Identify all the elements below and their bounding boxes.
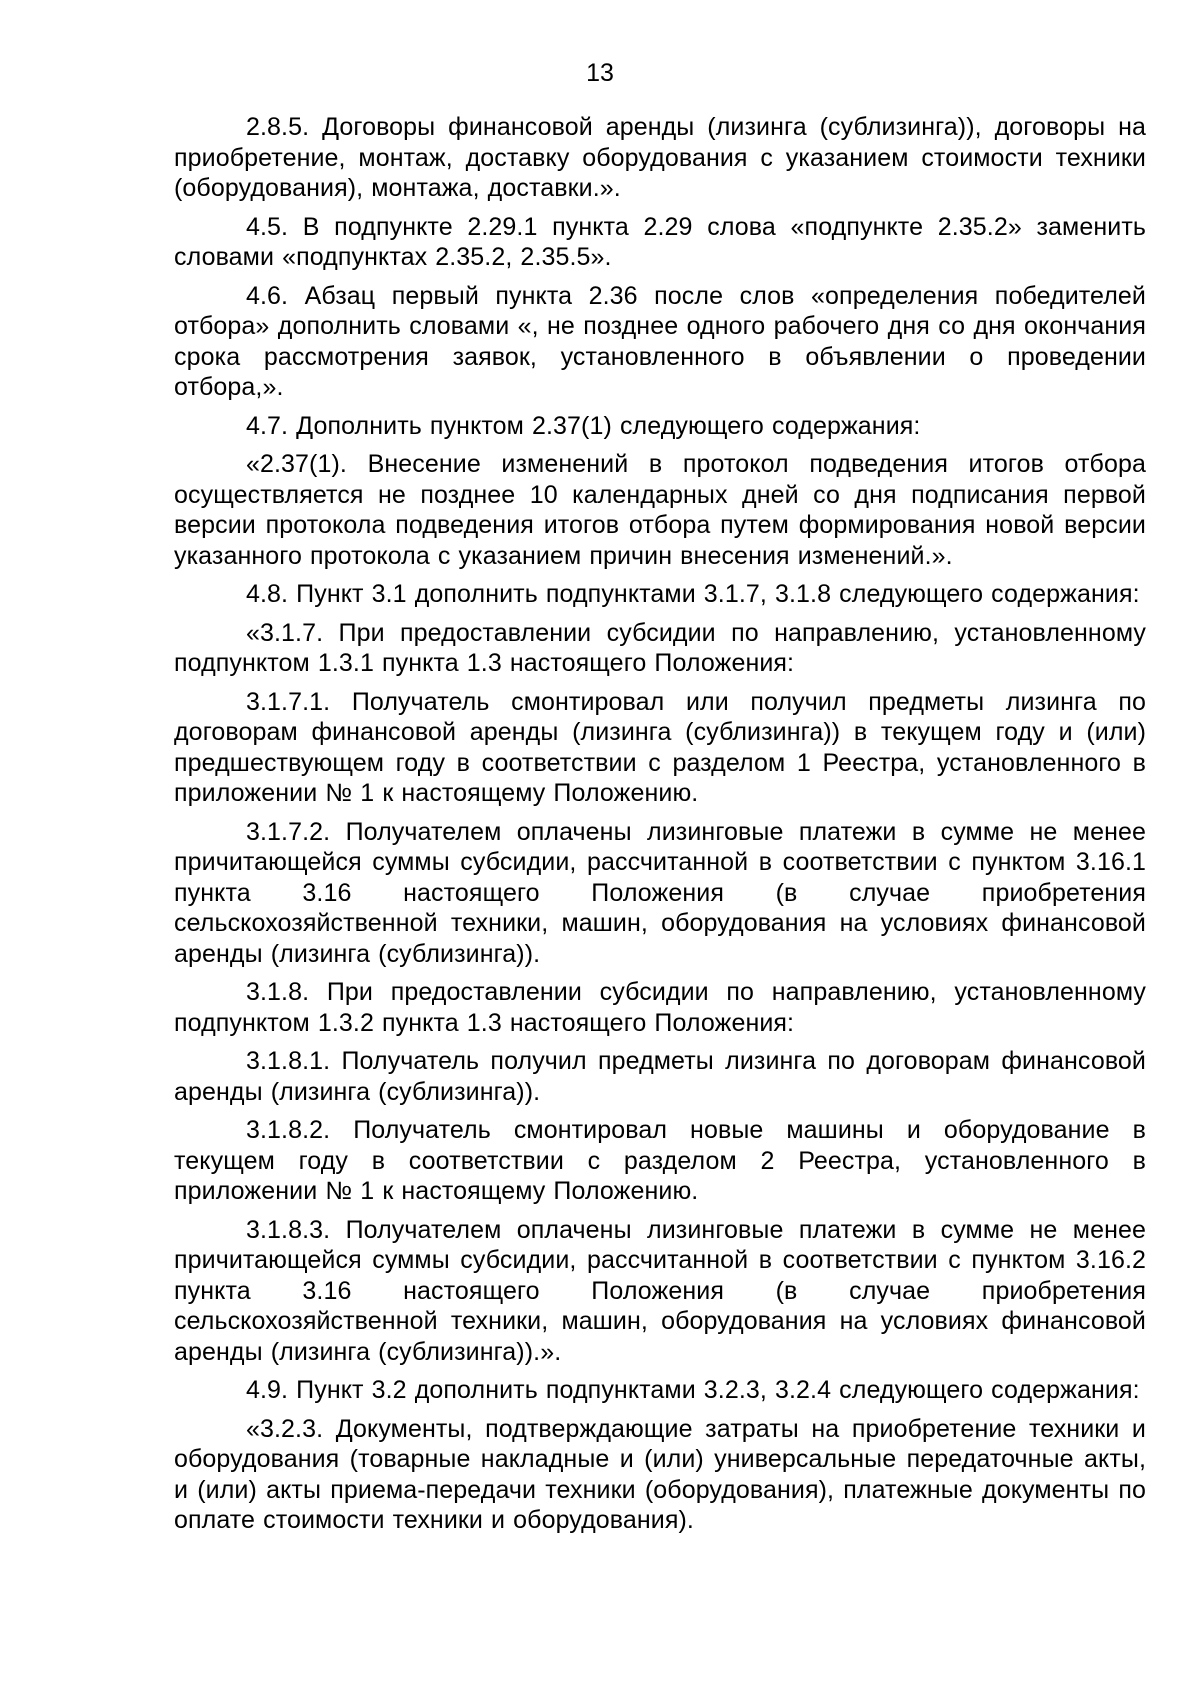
paragraph-4-5: 4.5. В подпункте 2.29.1 пункта 2.29 слова «подпункте 2.35.2» заменить словами «подпунктах 2.35.2, 2.35.5».	[174, 212, 1146, 271]
paragraph-3-1-8-3: 3.1.8.3. Получателем оплачены лизинговые платежи в сумме не менее причитающейся суммы субсидии, рассчитанной в соответствии с пунктом 3.16.2 пункта 3.16 настоящего Положения (в случае приобретения сельскохозяйственной техники, машин, оборудования на условиях финансовой аренды (лизинга (сублизинга)).».	[174, 1215, 1146, 1366]
paragraph-3-2-3: «3.2.3. Документы, подтверждающие затраты на приобретение техники и оборудования (товарные накладные и (или) универсальные передаточные акты, и (или) акты приема-передачи техники (оборудования), платежные документы по оплате стоимости техники и оборудования).	[174, 1414, 1146, 1534]
paragraph-2-8-5: 2.8.5. Договоры финансовой аренды (лизинга (сублизинга)), договоры на приобретение, монтаж, доставку оборудования с указанием стоимости техники (оборудования), монтажа, доставки.».	[174, 113, 1146, 202]
paragraph-4-9: 4.9. Пункт 3.2 дополнить подпунктами 3.2.3, 3.2.4 следующего содержания:	[246, 1376, 1140, 1404]
paragraph-2-37-1: «2.37(1). Внесение изменений в протокол подведения итогов отбора осуществляется не позднее 10 календарных дней со дня подписания первой версии протокола подведения итогов отбора путем формирования новой версии указанного протокола с указанием причин внесения изменений.».	[174, 450, 1146, 570]
paragraph-3-1-7-1: 3.1.7.1. Получатель смонтировал или получил предметы лизинга по договорам финансовой аренды (лизинга (сублизинга)) в текущем году и (или) предшествующем году в соответствии с разделом 1 Реестра, установленного в приложении № 1 к настоящему Положению.	[174, 687, 1146, 807]
paragraph-4-8: 4.8. Пункт 3.1 дополнить подпунктами 3.1.7, 3.1.8 следующего содержания:	[246, 580, 1140, 608]
paragraph-3-1-7: «3.1.7. При предоставлении субсидии по направлению, установленному подпунктом 1.3.1 пункта 1.3 настоящего Положения:	[174, 618, 1146, 677]
paragraph-3-1-7-2: 3.1.7.2. Получателем оплачены лизинговые платежи в сумме не менее причитающейся суммы субсидии, рассчитанной в соответствии с пунктом 3.16.1 пункта 3.16 настоящего Положения (в случае приобретения сельскохозяйственной техники, машин, оборудования на условиях финансовой аренды (лизинга (сублизинга)).	[174, 817, 1146, 968]
page-number: 13	[586, 59, 614, 87]
paragraph-3-1-8-2: 3.1.8.2. Получатель смонтировал новые машины и оборудование в текущем году в соответствии с разделом 2 Реестра, установленного в приложении № 1 к настоящему Положению.	[174, 1116, 1146, 1205]
paragraph-4-7: 4.7. Дополнить пунктом 2.37(1) следующего содержания:	[246, 411, 921, 440]
paragraph-3-1-8: 3.1.8. При предоставлении субсидии по направлению, установленному подпунктом 1.3.2 пункта 1.3 настоящего Положения:	[174, 978, 1146, 1037]
document-body	[174, 112, 1146, 1544]
paragraph-4-6: 4.6. Абзац первый пункта 2.36 после слов «определения победителей отбора» дополнить словами «, не позднее одного рабочего дня со дня окончания срока рассмотрения заявок, установленного в объявлении о проведении отбора,».	[174, 281, 1146, 401]
paragraph-3-1-8-1: 3.1.8.1. Получатель получил предметы лизинга по договорам финансовой аренды (лизинга (сублизинга)).	[174, 1047, 1146, 1106]
